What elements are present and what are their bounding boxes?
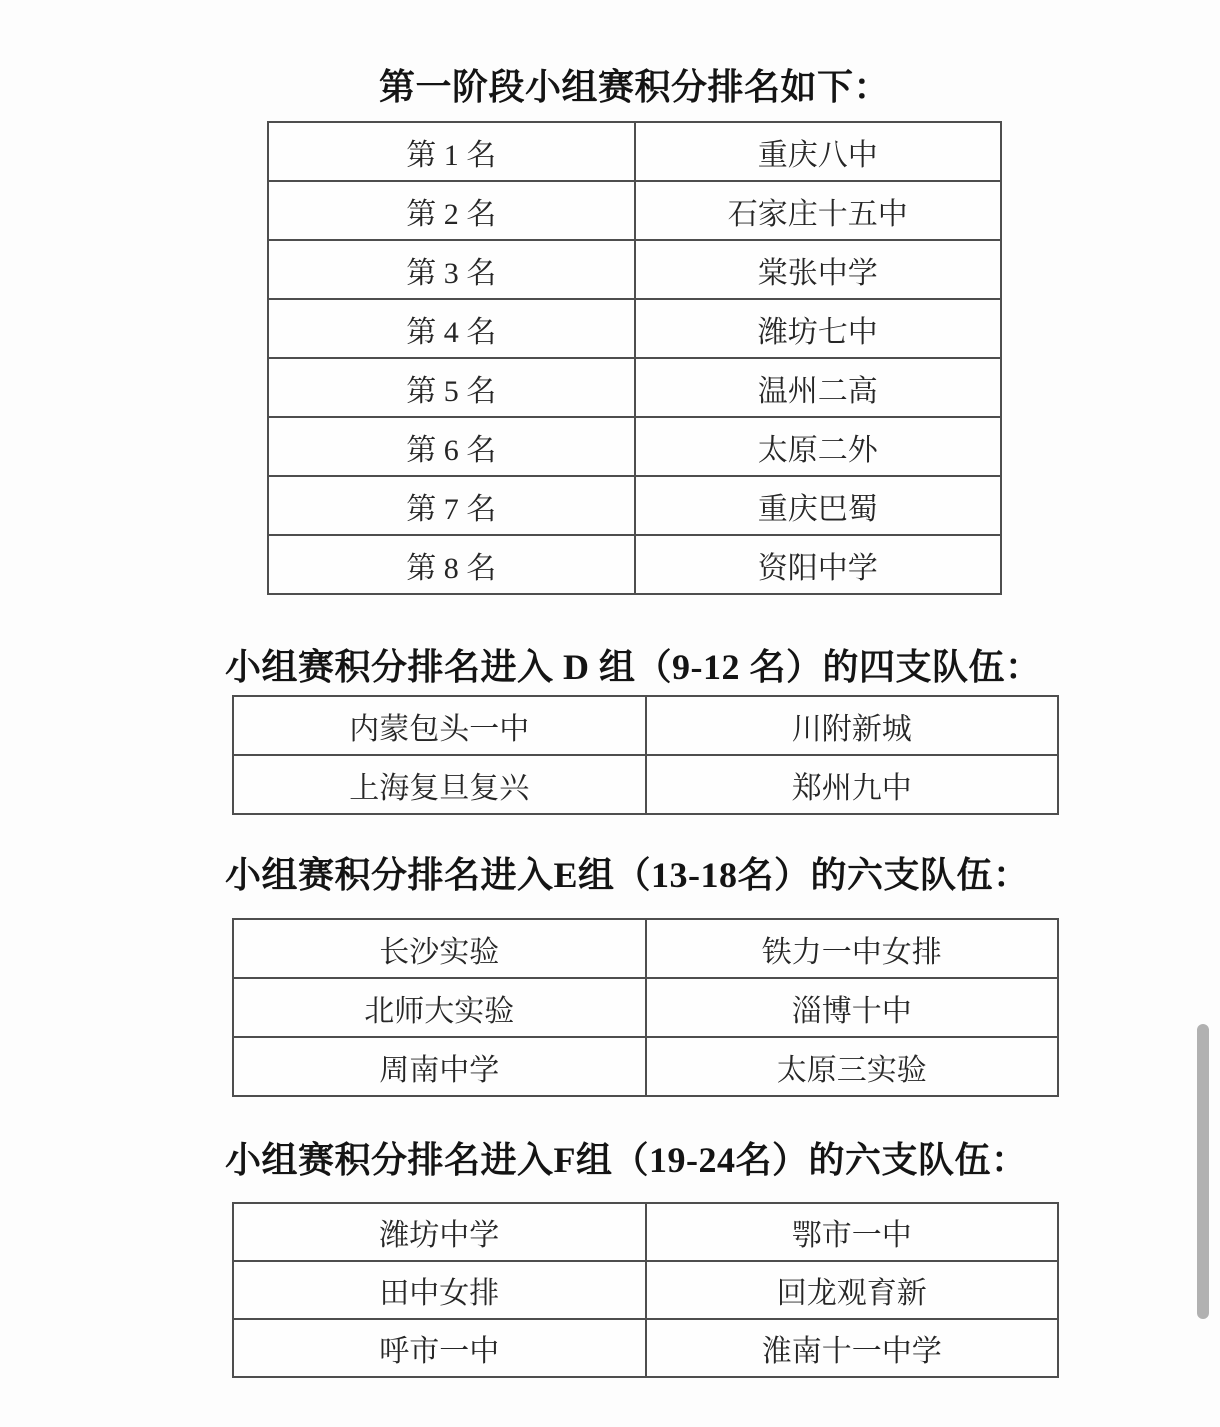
team-cell: 内蒙包头一中 bbox=[233, 696, 646, 755]
table-row bbox=[268, 299, 1001, 358]
table-row bbox=[233, 755, 1058, 814]
team-cell: 回龙观育新 bbox=[646, 1261, 1059, 1319]
rank-cell: 第 6 名 bbox=[268, 417, 635, 476]
scrollbar-thumb[interactable] bbox=[1197, 1024, 1209, 1319]
table-row bbox=[268, 417, 1001, 476]
team-cell: 石家庄十五中 bbox=[635, 181, 1002, 240]
team-cell: 潍坊中学 bbox=[233, 1203, 646, 1261]
team-cell: 郑州九中 bbox=[646, 755, 1059, 814]
team-cell: 淄博十中 bbox=[646, 978, 1059, 1037]
table-row bbox=[268, 240, 1001, 299]
table-row bbox=[268, 358, 1001, 417]
group-d-title: 小组赛积分排名进入 D 组（9-12 名）的四支队伍： bbox=[225, 647, 1042, 687]
table-row bbox=[233, 1319, 1058, 1377]
team-cell: 川附新城 bbox=[646, 696, 1059, 755]
table-row bbox=[233, 919, 1058, 978]
team-cell: 呼市一中 bbox=[233, 1319, 646, 1377]
group-e-title: 小组赛积分排名进入E组（13-18名）的六支队伍： bbox=[225, 855, 1030, 895]
table-row bbox=[233, 696, 1058, 755]
table-row bbox=[268, 122, 1001, 181]
rank-cell: 第 4 名 bbox=[268, 299, 635, 358]
table-row bbox=[268, 476, 1001, 535]
rank-cell: 第 8 名 bbox=[268, 535, 635, 594]
rank-cell: 第 1 名 bbox=[268, 122, 635, 181]
table-row bbox=[268, 535, 1001, 594]
team-cell: 重庆八中 bbox=[635, 122, 1002, 181]
team-cell: 温州二高 bbox=[635, 358, 1002, 417]
team-cell: 太原三实验 bbox=[646, 1037, 1059, 1096]
team-cell: 上海复旦复兴 bbox=[233, 755, 646, 814]
stage1-ranking-table bbox=[267, 121, 1002, 595]
team-cell: 田中女排 bbox=[233, 1261, 646, 1319]
team-cell: 铁力一中女排 bbox=[646, 919, 1059, 978]
team-cell: 重庆巴蜀 bbox=[635, 476, 1002, 535]
table-row bbox=[233, 1037, 1058, 1096]
stage1-ranking-title: 第一阶段小组赛积分排名如下： bbox=[378, 67, 890, 107]
table-row bbox=[233, 978, 1058, 1037]
team-cell: 太原二外 bbox=[635, 417, 1002, 476]
table-row bbox=[233, 1261, 1058, 1319]
team-cell: 淮南十一中学 bbox=[646, 1319, 1059, 1377]
group-f-title: 小组赛积分排名进入F组（19-24名）的六支队伍： bbox=[225, 1140, 1028, 1180]
table-row bbox=[268, 181, 1001, 240]
group-e-table bbox=[232, 918, 1059, 1097]
team-cell: 周南中学 bbox=[233, 1037, 646, 1096]
team-cell: 棠张中学 bbox=[635, 240, 1002, 299]
team-cell: 北师大实验 bbox=[233, 978, 646, 1037]
team-cell: 潍坊七中 bbox=[635, 299, 1002, 358]
team-cell: 长沙实验 bbox=[233, 919, 646, 978]
rank-cell: 第 7 名 bbox=[268, 476, 635, 535]
team-cell: 资阳中学 bbox=[635, 535, 1002, 594]
group-f-table bbox=[232, 1202, 1059, 1378]
rank-cell: 第 5 名 bbox=[268, 358, 635, 417]
group-d-table bbox=[232, 695, 1059, 815]
rank-cell: 第 3 名 bbox=[268, 240, 635, 299]
team-cell: 鄂市一中 bbox=[646, 1203, 1059, 1261]
table-row bbox=[233, 1203, 1058, 1261]
rank-cell: 第 2 名 bbox=[268, 181, 635, 240]
